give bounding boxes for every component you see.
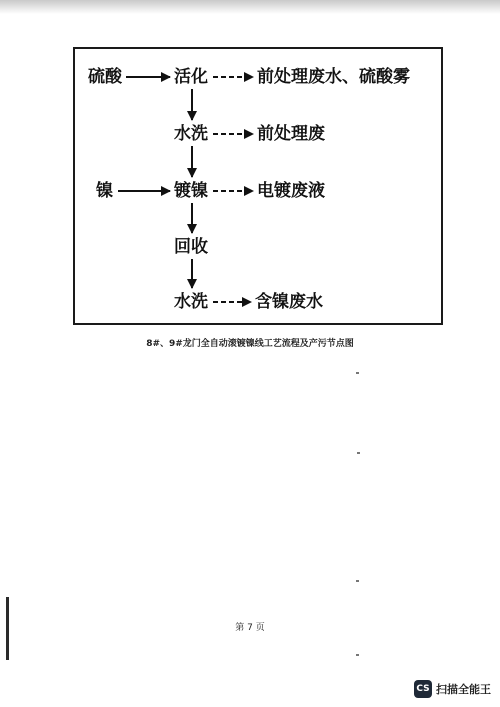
scanner-watermark xyxy=(414,680,491,698)
watermark-text: 扫描全能王 xyxy=(436,683,491,696)
figure-caption: 8#、9#龙门全自动滚镀镍线工艺流程及产污节点图 xyxy=(146,339,354,349)
step-activation: 活化 xyxy=(174,67,208,87)
scan-mark xyxy=(356,580,359,582)
camscanner-logo-icon: CS xyxy=(414,680,432,698)
step-rinse-1: 水洗 xyxy=(174,124,208,144)
scan-mark xyxy=(356,654,359,656)
step-rinse-2: 水洗 xyxy=(174,292,208,312)
step-nickel-plating: 镀镍 xyxy=(174,181,208,201)
scan-mark xyxy=(357,452,360,454)
page-number: 第 7 页 xyxy=(235,623,265,633)
output-rinse-2-waste: 含镍废水 xyxy=(255,292,323,312)
output-plating-waste: 电镀废液 xyxy=(257,181,325,201)
step-recovery: 回收 xyxy=(174,237,208,257)
scan-mark xyxy=(356,372,359,374)
output-rinse-1-waste: 前处理废 xyxy=(257,124,325,144)
output-activation-waste: 前处理废水、硫酸雾 xyxy=(257,67,410,87)
input-sulfuric-acid: 硫酸 xyxy=(88,67,122,87)
input-nickel: 镍 xyxy=(96,181,113,201)
